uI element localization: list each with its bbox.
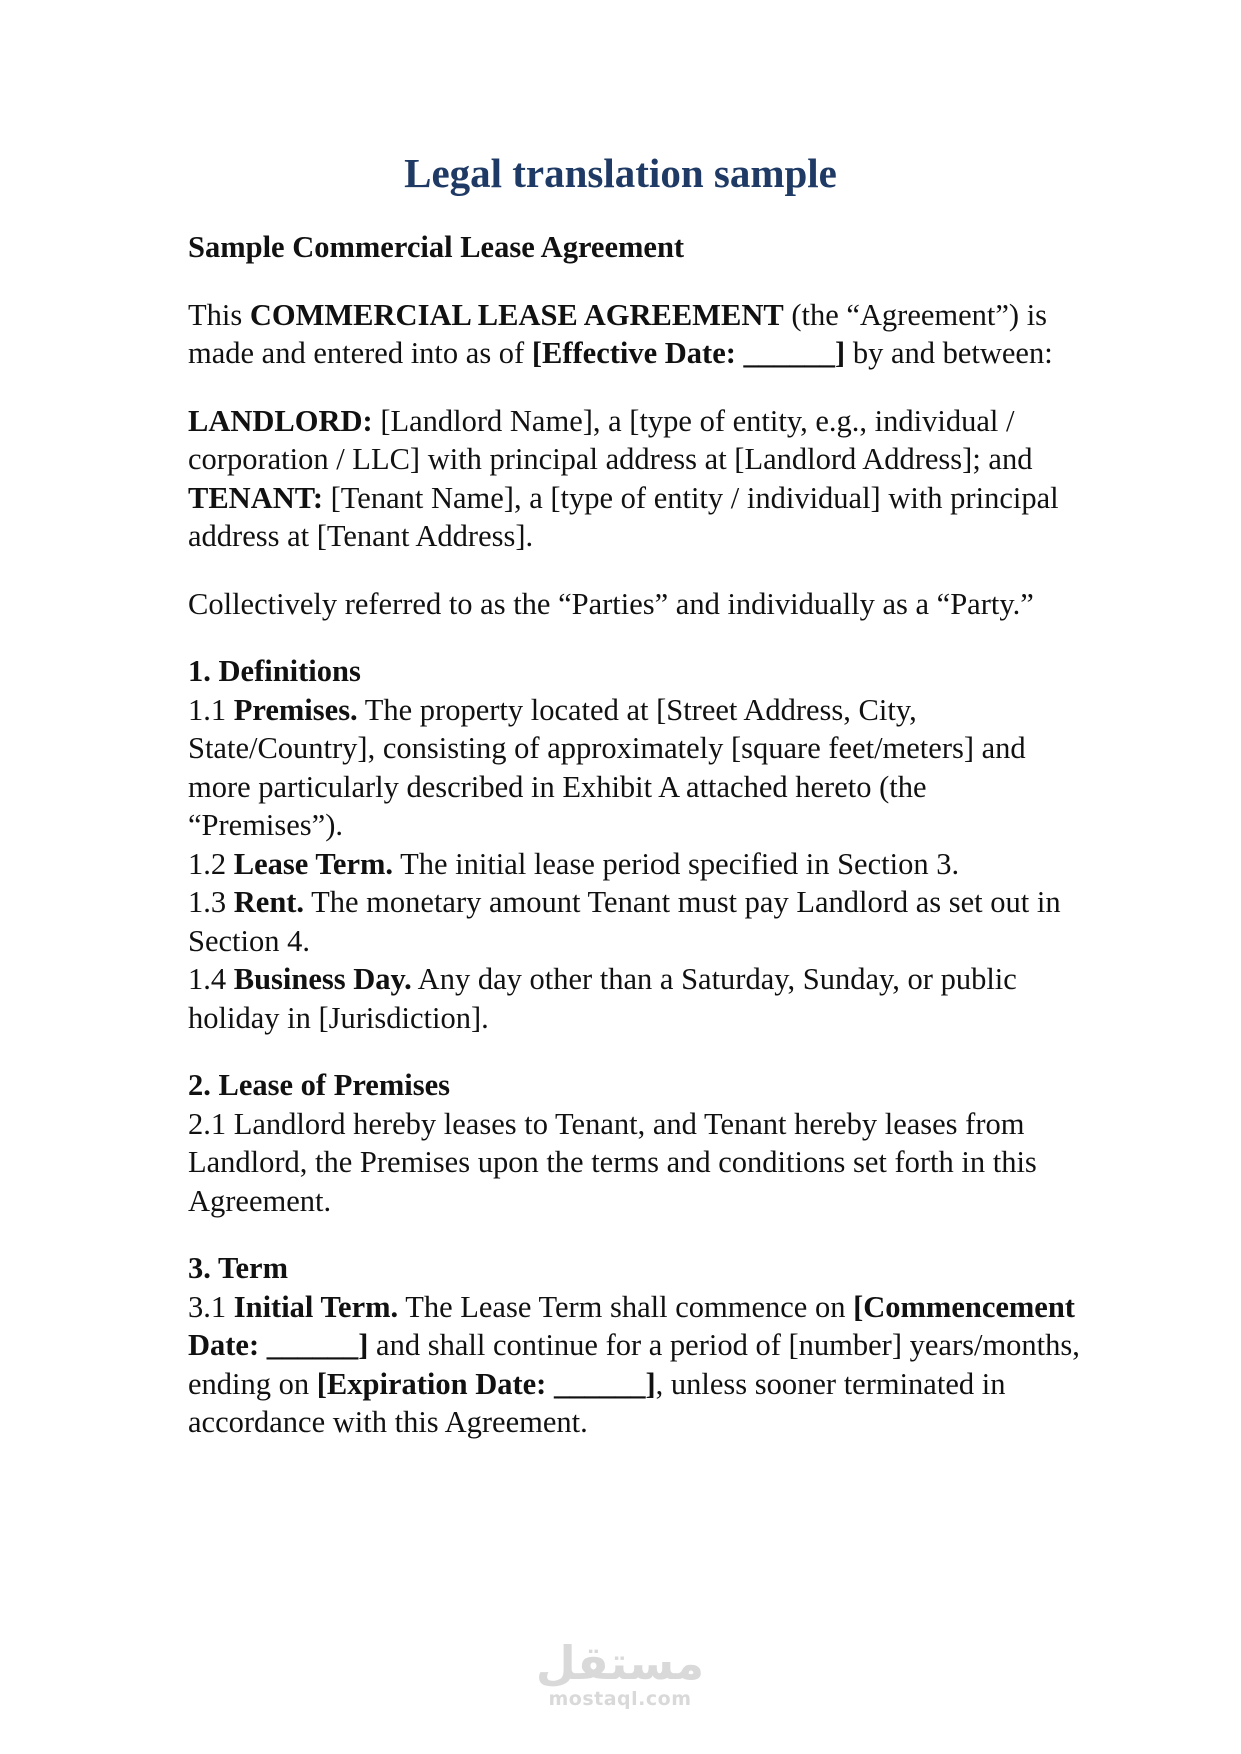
section-1-heading-text: 1. Definitions: [188, 654, 361, 688]
landlord-text: [Landlord Name], a [type of entity, e.g., individual / corporation / LLC] with principal address at [Landlord Address]; and: [188, 403, 1033, 476]
definition-number: 1.2: [188, 846, 234, 881]
section-2-1: 2.1 Landlord hereby leases to Tenant, and Tenant hereby leases from Landlord, the Premises upon the terms and conditions set forth in this Agreement.: [188, 1106, 1037, 1218]
definition-text: The monetary amount Tenant must pay Landlord as set out in Section 4.: [188, 885, 1061, 958]
definition-number: 1.4: [188, 962, 234, 996]
clause-text-2: and shall continue for a period of [number] years/months, ending on: [188, 1328, 1080, 1401]
definition-1-4: [188, 960, 1088, 1037]
section-3-heading-text: 3. Term: [188, 1251, 288, 1285]
clause-text-1: The Lease Term shall commence on: [398, 1289, 854, 1324]
section-3-1: [188, 1288, 1088, 1442]
clause-text-3: , unless sooner terminated in accordance with this Agreement.: [188, 1366, 1006, 1439]
commencement-date-placeholder: [Commencement Date: ______]: [188, 1289, 1075, 1362]
tenant-label: TENANT:: [188, 480, 324, 515]
definition-1-2: [188, 845, 1088, 884]
collective-paragraph: Collectively referred to as the “Parties” and individually as a “Party.”: [188, 586, 1034, 621]
watermark-arabic-logo: مستقل: [535, 1636, 705, 1690]
definition-1-3: [188, 883, 1088, 960]
definition-text: Any day other than a Saturday, Sunday, or public holiday in [Jurisdiction].: [188, 962, 1017, 1035]
intro-text-2: (the “Agreement”) is made and entered into as of: [188, 297, 1048, 370]
definition-number: 1.3: [188, 885, 234, 919]
landlord-paragraph: [188, 402, 1088, 479]
definition-number: 1.1: [188, 692, 234, 727]
intro-paragraph: [188, 296, 1088, 373]
mostaql-watermark: [520, 1638, 720, 1710]
definition-term: Business Day.: [233, 962, 412, 996]
document-title: Legal translation sample: [404, 150, 837, 196]
definition-term: Rent.: [233, 885, 305, 919]
clause-number: 3.1: [188, 1289, 234, 1324]
document-body: [188, 228, 1088, 1442]
tenant-text: [Tenant Name], a [type of entity / individual] with principal address at [Tenant Address].: [188, 480, 1059, 553]
section-2-heading: [188, 1066, 1088, 1105]
section-1-heading: [188, 652, 1088, 691]
agreement-subtitle: Sample Commercial Lease Agreement: [188, 230, 685, 264]
intro-agreement-name: COMMERCIAL LEASE AGREEMENT: [249, 297, 784, 332]
intro-text-1: This: [188, 297, 250, 332]
watermark-url: mostaql.com: [548, 1688, 692, 1710]
effective-date-placeholder: [Effective Date: ______]: [531, 336, 846, 370]
definition-text: The initial lease period specified in Section 3.: [393, 846, 960, 881]
landlord-label: LANDLORD:: [188, 403, 373, 438]
clause-term: Initial Term.: [233, 1289, 399, 1324]
definition-term: Premises.: [233, 692, 358, 727]
definition-text: The property located at [Street Address, City, State/Country], consisting of approximately [square feet/meters] and more particularly described in Exhibit A attached hereto (the “Premises”).: [188, 692, 1026, 842]
expiration-date-placeholder: [Expiration Date: ______]: [316, 1366, 656, 1401]
tenant-paragraph: [188, 479, 1088, 556]
intro-text-3: by and between:: [845, 336, 1053, 370]
section-2-heading-text: 2. Lease of Premises: [188, 1068, 451, 1102]
section-3-heading: [188, 1249, 1088, 1288]
definition-term: Lease Term.: [233, 846, 394, 881]
definition-1-1: [188, 691, 1088, 845]
